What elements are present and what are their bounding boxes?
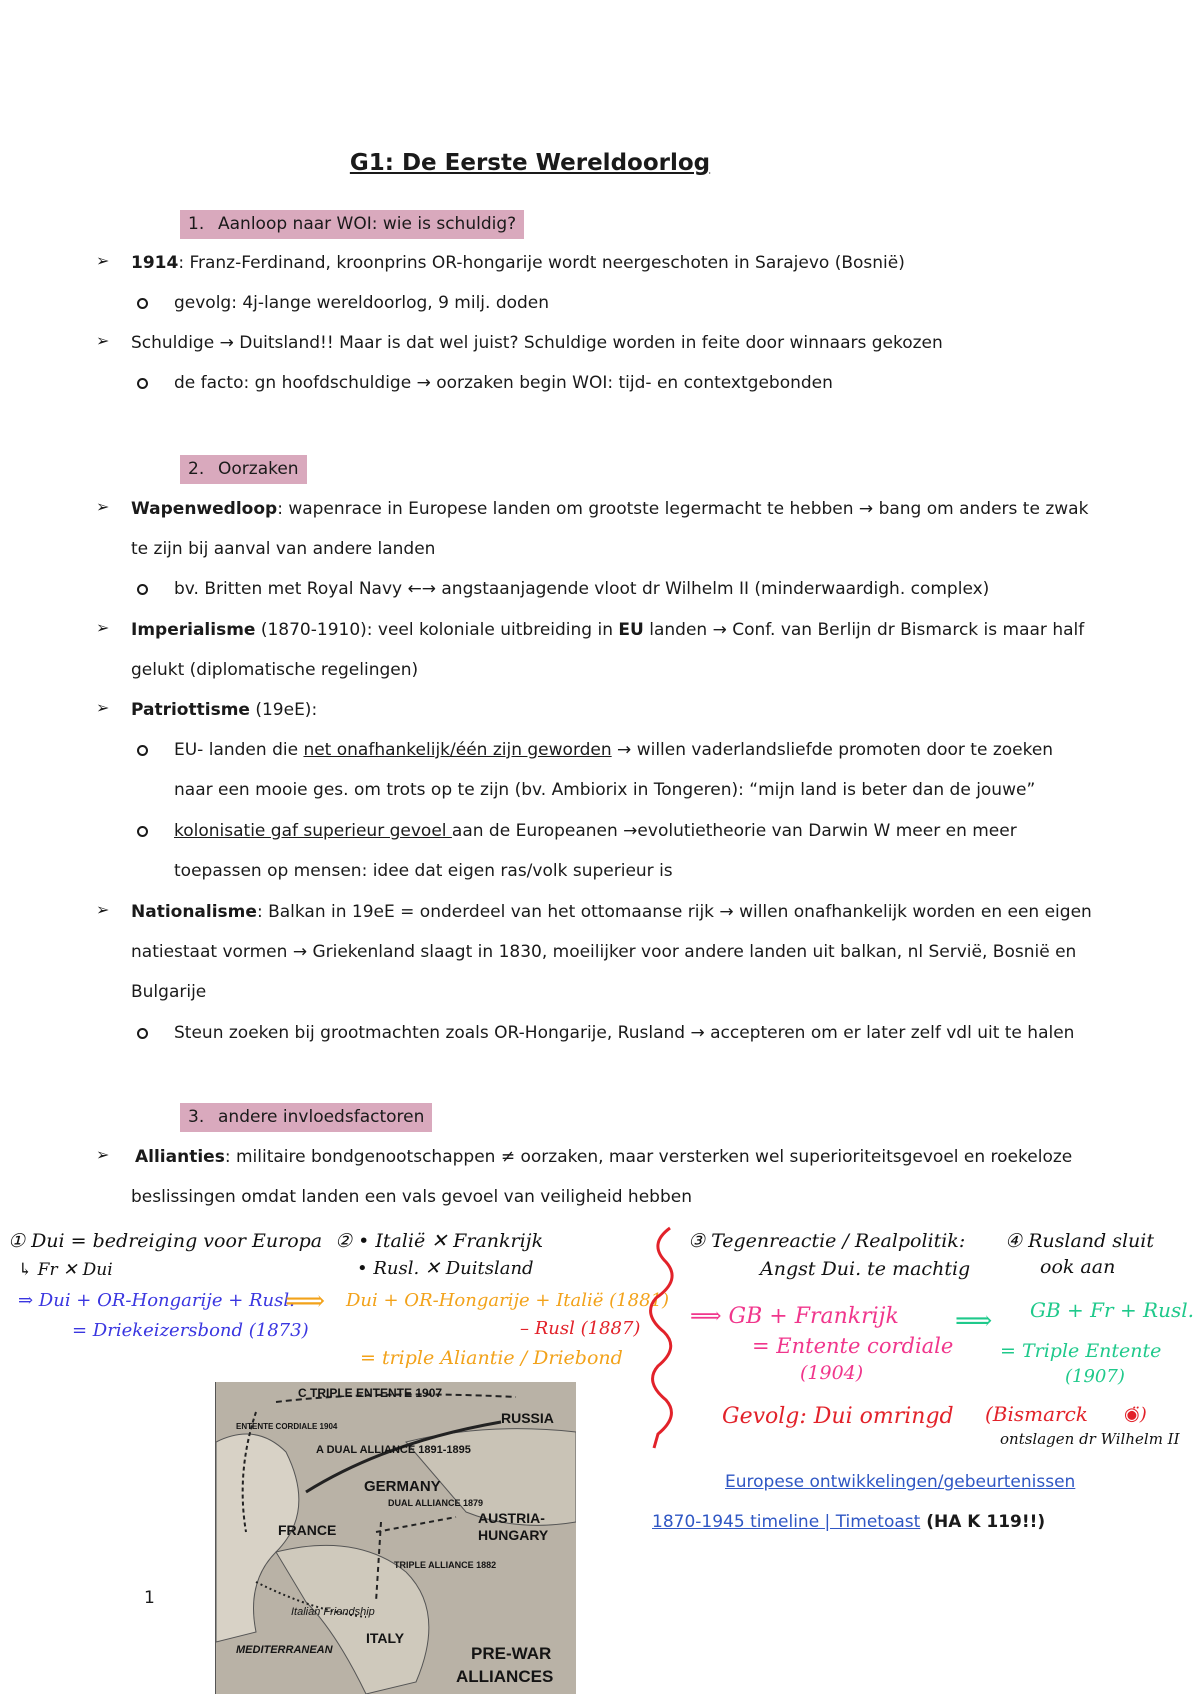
map-label: ENTENTE CORDIALE 1904	[236, 1422, 338, 1431]
list-item: Patriottisme (19eE):	[131, 700, 318, 720]
list-item: Allianties: militaire bondgenootschappen ≠ oorzaken, maar versterken wel superioriteitsgevoel en roekeloze	[135, 1147, 1073, 1167]
arrow-bullet-icon: ➢	[96, 618, 110, 637]
arrow-icon: ⟹	[955, 1306, 993, 1336]
note-2-line: – Rusl (1887)	[520, 1318, 641, 1339]
list-item: Steun zoeken bij grootmachten zoals OR-Hongarije, Rusland → accepteren om er later zelf vdl uit te halen	[174, 1023, 1075, 1043]
list-item: kolonisatie gaf superieur gevoel aan de Europeanen →evolutietheorie van Darwin W meer en meer	[174, 821, 1017, 841]
note-1-line: ⇒ Dui + OR-Hongarije + Rusl.	[18, 1290, 295, 1311]
list-item: EU- landen die net onafhankelijk/één zijn geworden → willen vaderlandsliefde promoten door te zoeken	[174, 740, 1054, 760]
note-2-line: Dui + OR-Hongarije + Italië (1881)	[346, 1290, 670, 1311]
note-2-line: = triple Aliantie / Driebond	[360, 1347, 623, 1369]
circle-bullet-icon	[137, 298, 148, 309]
list-item-continuation: naar een mooie ges. om trots op te zijn (bv. Ambiorix in Tongeren): “mijn land is beter dan de jouwe”	[174, 780, 1036, 800]
list-item-continuation: beslissingen omdat landen een vals gevoel van veiligheid hebben	[131, 1187, 692, 1207]
circle-bullet-icon	[137, 1028, 148, 1039]
list-item: gevolg: 4j-lange wereldoorlog, 9 milj. doden	[174, 293, 550, 313]
map-label: DUAL ALLIANCE 1879	[388, 1498, 484, 1508]
page-number: 1	[144, 1588, 155, 1608]
section-heading-3	[180, 1103, 432, 1132]
list-item-continuation: Bulgarije	[131, 982, 207, 1002]
map-label: ITALY	[366, 1630, 405, 1646]
timeline-line	[652, 1512, 1045, 1532]
list-item: de facto: gn hoofdschuldige → oorzaken begin WOI: tijd- en contextgebonden	[174, 373, 833, 393]
circle-bullet-icon	[137, 378, 148, 389]
link-europese-ontwikkelingen[interactable]: Europese ontwikkelingen/gebeurtenissen	[725, 1472, 1076, 1492]
note-1-heading: ① Dui = bedreiging voor Europa	[8, 1230, 323, 1252]
map-label: Italian Friendship	[291, 1606, 375, 1618]
map-label: FRANCE	[278, 1522, 337, 1538]
circle-bullet-icon	[137, 584, 148, 595]
map-label: TRIPLE ALLIANCE 1882	[394, 1560, 497, 1570]
list-item: Schuldige → Duitsland!! Maar is dat wel juist? Schuldige worden in feite door winnaars gekozen	[131, 333, 943, 353]
map-label: AUSTRIA-	[478, 1510, 545, 1526]
page-title: G1: De Eerste Wereldoorlog	[349, 150, 711, 176]
note-4-line: = Triple Entente	[1000, 1340, 1162, 1362]
note-1-line: = Driekeizersbond (1873)	[72, 1320, 309, 1341]
circle-bullet-icon	[137, 826, 148, 837]
section-label: Aanloop naar WOI: wie is schuldig?	[218, 214, 517, 234]
list-item-continuation: te zijn bij aanval van andere landen	[131, 539, 436, 559]
note-4-line: ook aan	[1040, 1256, 1116, 1278]
note-3-line: ⟹ GB + Frankrijk	[690, 1304, 899, 1329]
note-2-heading: ② • Italië ✕ Frankrijk	[335, 1230, 544, 1252]
note-4-line: GB + Fr + Rusl.	[1030, 1298, 1195, 1322]
note-3-line: ontslagen dr Wilhelm II	[1000, 1430, 1180, 1448]
list-item: bv. Britten met Royal Navy ←→ angstaanjagende vloot dr Wilhelm II (minderwaardigh. complex)	[174, 579, 990, 599]
map-label: HUNGARY	[478, 1527, 549, 1543]
link-note: (HA K 119!!)	[920, 1512, 1046, 1532]
note-1-line: ↳ Fr ✕ Dui	[18, 1260, 113, 1280]
section-number: 2.	[188, 459, 205, 479]
list-item: Nationalisme: Balkan in 19eE = onderdeel van het ottomaanse rijk → willen onafhankelijk worden en een eigen	[131, 902, 1092, 922]
note-3-heading: ③ Tegenreactie / Realpolitik:	[688, 1230, 966, 1252]
arrow-icon: ⟹	[285, 1284, 326, 1317]
map-label: ALLIANCES	[456, 1667, 554, 1686]
note-4-line: (1907)	[1065, 1366, 1125, 1387]
list-item-continuation: gelukt (diplomatische regelingen)	[131, 660, 419, 680]
arrow-bullet-icon: ➢	[96, 497, 110, 516]
section-heading-1	[180, 210, 524, 239]
list-item: Wapenwedloop: wapenrace in Europese landen om grootste legermacht te hebben → bang om anders te zwak	[131, 499, 1089, 519]
list-item-continuation: natiestaat vormen → Griekenland slaagt in 1830, moeilijker voor andere landen uit balkan, nl Servië, Bosnië en	[131, 942, 1077, 962]
section-number: 1.	[188, 214, 205, 234]
note-2-line: • Rusl. ✕ Duitsland	[357, 1258, 534, 1279]
note-3-line: = Entente cordiale	[752, 1334, 954, 1358]
section-label: andere invloedsfactoren	[218, 1107, 425, 1127]
section-number: 3.	[188, 1107, 205, 1127]
note-3-line: Gevolg: Dui omringd	[722, 1404, 954, 1429]
prewar-alliances-map	[215, 1382, 576, 1694]
circle-bullet-icon	[137, 745, 148, 756]
section-label: Oorzaken	[218, 459, 299, 479]
note-4-heading: ④ Rusland sluit	[1005, 1230, 1154, 1252]
handwritten-notes	[0, 1222, 1200, 1457]
list-item-continuation: toepassen op mensen: idee dat eigen ras/volk superieur is	[174, 861, 673, 881]
map-label: A DUAL ALLIANCE 1891-1895	[316, 1444, 471, 1456]
list-item: Imperialisme (1870-1910): veel koloniale uitbreiding in EU landen → Conf. van Berlijn dr Bismarck is maar half	[131, 620, 1085, 640]
squiggle-divider-icon	[640, 1224, 680, 1452]
map-label: MEDITERRANEAN	[236, 1644, 333, 1656]
list-item: 1914: Franz-Ferdinand, kroonprins OR-hongarije wordt neergeschoten in Sarajevo (Bosnië)	[131, 253, 905, 273]
arrow-bullet-icon: ➢	[96, 1145, 110, 1164]
map-label: GERMANY	[364, 1478, 441, 1495]
arrow-bullet-icon: ➢	[96, 698, 110, 717]
map-label: RUSSIA	[501, 1410, 554, 1426]
map-label: C TRIPLE ENTENTE 1907	[298, 1386, 443, 1400]
section-heading-2	[180, 455, 307, 484]
note-3-line: (Bismarck	[985, 1402, 1088, 1426]
arrow-bullet-icon: ➢	[96, 331, 110, 350]
note-3-line: (1904)	[800, 1362, 864, 1384]
arrow-bullet-icon: ➢	[96, 251, 110, 270]
map-label: PRE-WAR	[471, 1644, 552, 1663]
surprised-face-icon: ◉̈)	[1124, 1404, 1147, 1425]
link-timetoast[interactable]: 1870-1945 timeline | Timetoast	[652, 1512, 921, 1532]
note-3-line: Angst Dui. te machtig	[760, 1258, 971, 1280]
arrow-bullet-icon: ➢	[96, 900, 110, 919]
